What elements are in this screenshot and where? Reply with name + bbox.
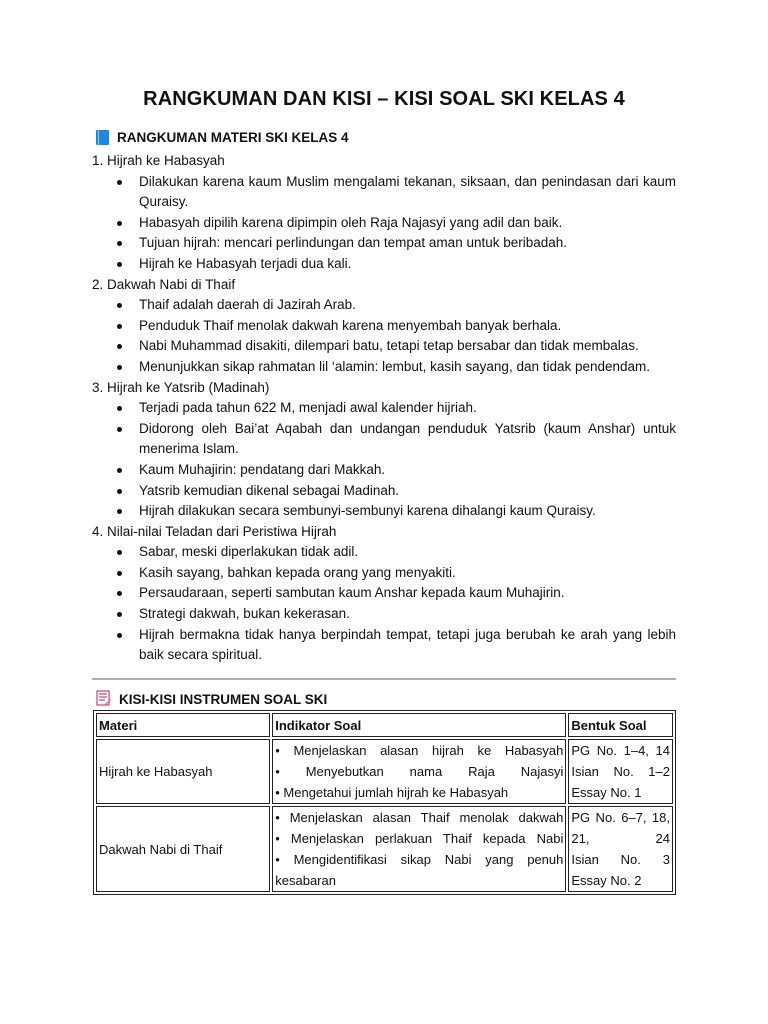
table-row xyxy=(96,739,673,804)
bullet-item: Persaudaraan, seperti sambutan kaum Anshar kepada kaum Muhajirin. xyxy=(92,583,676,604)
bullet-item: Didorong oleh Bai’at Aqabah dan undangan penduduk Yatsrib (kaum Anshar) untuk menerima Islam. xyxy=(92,419,676,460)
kisi-table xyxy=(93,710,676,895)
bullet-item: Yatsrib kemudian dikenal sebagai Madinah. xyxy=(92,481,676,502)
blue-book-icon xyxy=(96,130,109,145)
summary-heading xyxy=(96,130,349,145)
section-title: 4. Nilai-nilai Teladan dari Peristiwa Hijrah xyxy=(92,523,337,539)
bullet-item: Hijrah ke Habasyah terjadi dua kali. xyxy=(92,254,676,275)
bentuk-line: Isian No. 1–2 xyxy=(571,764,670,779)
bullet-item: Tujuan hijrah: mencari perlindungan dan tempat aman untuk beribadah. xyxy=(92,233,676,254)
indikator-line: • Menjelaskan alasan Thaif menolak dakwah xyxy=(275,810,564,825)
bullet-list xyxy=(92,295,676,377)
memo-icon xyxy=(96,690,111,709)
table-header-row xyxy=(96,713,673,737)
bullet-item: Menunjukkan sikap rahmatan lil ‘alamin: lembut, kasih sayang, dan tidak pendendam. xyxy=(92,357,676,378)
cell-bentuk xyxy=(568,806,673,892)
indikator-line: • Mengidentifikasi sikap Nabi yang penuh xyxy=(275,852,564,867)
bullet-list xyxy=(92,172,676,275)
cell-bentuk xyxy=(568,739,673,804)
bullet-item: Strategi dakwah, bukan kekerasan. xyxy=(92,604,676,625)
bullet-item: Nabi Muhammad disakiti, dilempari batu, tetapi tetap bersabar dan tidak membalas. xyxy=(92,336,676,357)
bentuk-line: PG No. 1–4, 14 xyxy=(571,743,670,758)
cell-indikator xyxy=(272,806,566,892)
section-nilai-teladan xyxy=(92,522,676,666)
bullet-item: Dilakukan karena kaum Muslim mengalami tekanan, siksaan, dan penindasan dari kaum Quraisy. xyxy=(92,172,676,213)
indikator-line: • Menjelaskan alasan hijrah ke Habasyah xyxy=(275,743,564,758)
table-row xyxy=(96,806,673,892)
section-dakwah-thaif xyxy=(92,275,676,378)
cell-indikator xyxy=(272,739,566,804)
section-hijrah-habasyah xyxy=(92,151,676,275)
bullet-list xyxy=(92,542,676,666)
section-hijrah-yatsrib xyxy=(92,378,676,522)
summary-heading-text: RANGKUMAN MATERI SKI KELAS 4 xyxy=(117,130,349,145)
indikator-line: • Mengetahui jumlah hijrah ke Habasyah xyxy=(275,785,509,800)
header-bentuk: Bentuk Soal xyxy=(568,713,673,737)
section-title: 1. Hijrah ke Habasyah xyxy=(92,153,225,168)
indikator-line: kesabaran xyxy=(275,873,336,888)
kisi-heading-text: KISI-KISI INSTRUMEN SOAL SKI xyxy=(119,692,328,707)
bentuk-line: Essay No. 2 xyxy=(571,873,642,888)
bullet-item: Kaum Muhajirin: pendatang dari Makkah. xyxy=(92,460,676,481)
bullet-item: Penduduk Thaif menolak dakwah karena menyembah banyak berhala. xyxy=(92,316,676,337)
bullet-item: Kasih sayang, bahkan kepada orang yang menyakiti. xyxy=(92,563,676,584)
bullet-item: Hijrah dilakukan secara sembunyi-sembunyi karena dihalangi kaum Quraisy. xyxy=(92,501,676,522)
bullet-item: Habasyah dipilih karena dipimpin oleh Raja Najasyi yang adil dan baik. xyxy=(92,213,676,234)
bentuk-line: 21, 24 xyxy=(571,831,670,846)
bullet-item: Sabar, meski diperlakukan tidak adil. xyxy=(92,542,676,563)
bullet-item: Hijrah bermakna tidak hanya berpindah tempat, tetapi juga berubah ke arah yang lebih baik secara spiritual. xyxy=(92,625,676,666)
bullet-item: Terjadi pada tahun 622 M, menjadi awal kalender hijriah. xyxy=(92,398,676,419)
bentuk-line: Isian No. 3 xyxy=(571,852,670,867)
header-indikator: Indikator Soal xyxy=(272,713,566,737)
horizontal-divider xyxy=(92,678,676,680)
bentuk-line: PG No. 6–7, 18, xyxy=(571,810,670,825)
document-title: RANGKUMAN DAN KISI – KISI SOAL SKI KELAS 4 xyxy=(143,88,625,110)
bentuk-line: Essay No. 1 xyxy=(571,785,642,800)
kisi-heading xyxy=(96,690,327,709)
bullet-item: Thaif adalah daerah di Jazirah Arab. xyxy=(92,295,676,316)
section-title: 2. Dakwah Nabi di Thaif xyxy=(92,276,236,292)
indikator-line: • Menjelaskan perlakuan Thaif kepada Nabi xyxy=(275,831,564,846)
section-title: 3. Hijrah ke Yatsrib (Madinah) xyxy=(92,379,270,395)
header-materi: Materi xyxy=(96,713,270,737)
cell-materi: Dakwah Nabi di Thaif xyxy=(96,806,270,892)
cell-materi: Hijrah ke Habasyah xyxy=(96,739,270,804)
bullet-list xyxy=(92,398,676,522)
indikator-line: • Menyebutkan nama Raja Najasyi xyxy=(275,764,564,779)
summary-content xyxy=(92,151,676,666)
